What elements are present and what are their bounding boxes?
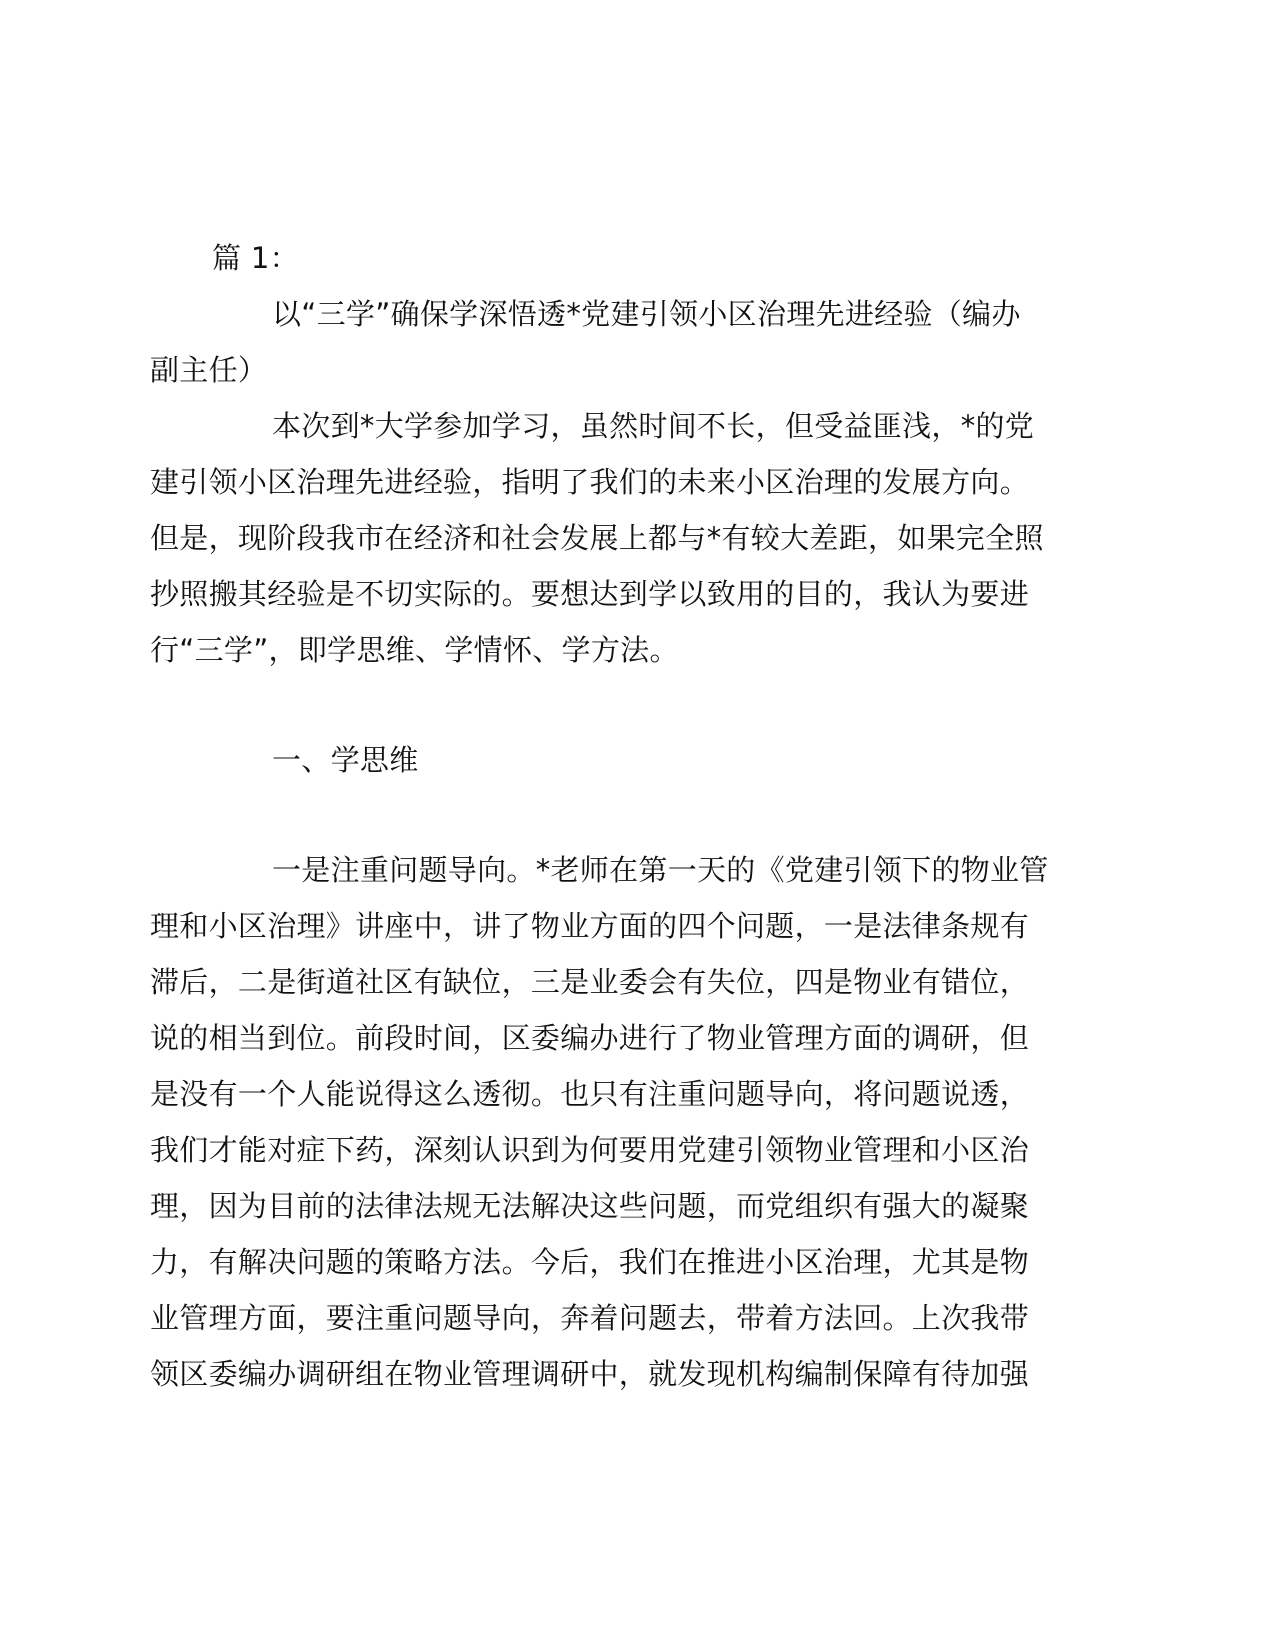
- title-line: 副主任）: [150, 353, 268, 387]
- intro-line: 但是，现阶段我市在经济和社会发展上都与*有较大差距，如果完全照: [150, 521, 1044, 555]
- body-line: 是没有一个人能说得这么透彻。也只有注重问题导向，将问题说透，: [150, 1077, 1030, 1111]
- body-line: 说的相当到位。前段时间，区委编办进行了物业管理方面的调研，但: [150, 1021, 1030, 1055]
- body-line: 我们才能对症下药，深刻认识到为何要用党建引领物业管理和小区治: [150, 1133, 1030, 1167]
- body-line: 理和小区治理》讲座中，讲了物业方面的四个问题，一是法律条规有: [150, 909, 1030, 943]
- intro-line: 本次到*大学参加学习，虽然时间不长，但受益匪浅，*的党: [272, 409, 1035, 443]
- intro-line: 行“三学”，即学思维、学情怀、学方法。: [150, 633, 679, 667]
- body-line: 力，有解决问题的策略方法。今后，我们在推进小区治理，尤其是物: [150, 1245, 1030, 1279]
- body-line: 业管理方面，要注重问题导向，奔着问题去，带着方法回。上次我带: [150, 1301, 1030, 1335]
- intro-line: 建引领小区治理先进经验，指明了我们的未来小区治理的发展方向。: [150, 465, 1030, 499]
- body-line: 理，因为目前的法律法规无法解决这些问题，而党组织有强大的凝聚: [150, 1189, 1030, 1223]
- body-line: 领区委编办调研组在物业管理调研中，就发现机构编制保障有待加强: [150, 1357, 1030, 1391]
- intro-line: 抄照搬其经验是不切实际的。要想达到学以致用的目的，我认为要进: [150, 577, 1030, 611]
- section-heading: 一、学思维: [272, 743, 419, 777]
- section-label: 篇 1：: [212, 241, 299, 275]
- body-line: 滞后，二是街道社区有缺位，三是业委会有失位，四是物业有错位，: [150, 965, 1030, 999]
- title-line: 以“三学”确保学深悟透*党建引领小区治理先进经验（编办: [272, 297, 1021, 331]
- body-line: 一是注重问题导向。*老师在第一天的《党建引领下的物业管: [272, 853, 1049, 887]
